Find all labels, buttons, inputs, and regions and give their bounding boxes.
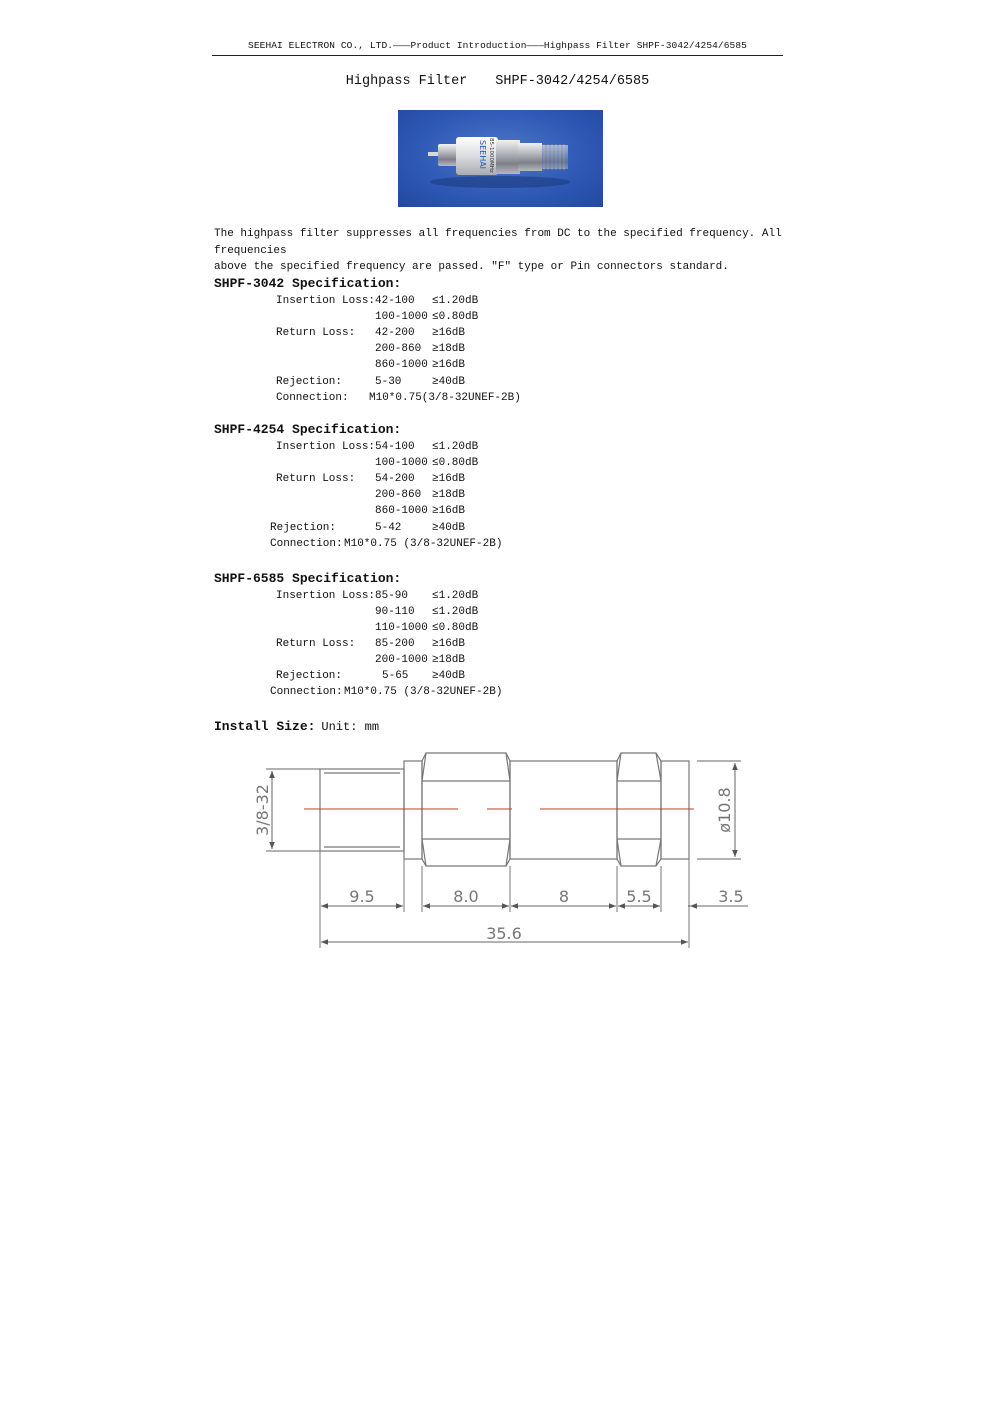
spec-4254-heading: SHPF-4254 Specification: xyxy=(214,422,402,437)
spec-range: 100-1000 xyxy=(375,311,428,323)
spec-label: Rejection: xyxy=(276,376,343,388)
diameter-dimension-label: ø10.8 xyxy=(715,787,734,833)
spec-label: Return Loss: xyxy=(276,473,356,485)
spec-range: M10*0.75 (3/8-32UNEF-2B) xyxy=(344,538,503,550)
spec-label: Insertion Loss: xyxy=(276,590,376,602)
spec-range: 110-1000 xyxy=(375,622,428,634)
spec-range: 5-30 xyxy=(375,376,402,388)
intro-line-1: The highpass filter suppresses all frequencies from DC to the specified frequency. All frequencies xyxy=(214,228,782,257)
photo-model-label: 85-1000MHz xyxy=(488,138,494,173)
segment-label: 3.5 xyxy=(718,887,744,906)
install-unit: Unit: mm xyxy=(321,720,380,734)
spec-value: ≤1.20dB xyxy=(432,606,479,618)
spec-range: M10*0.75(3/8-32UNEF-2B) xyxy=(369,392,521,404)
segment-label: 9.5 xyxy=(349,887,375,906)
spec-label: Return Loss: xyxy=(276,327,356,339)
spec-range: 5-65 xyxy=(382,670,409,682)
intro-line-2: above the specified frequency are passed. "F" type or Pin connectors standard. xyxy=(214,261,729,273)
spec-value: ≥18dB xyxy=(432,489,466,501)
spec-value: ≥16dB xyxy=(432,638,466,650)
spec-value: ≥40dB xyxy=(432,522,466,534)
spec-range: 42-200 xyxy=(375,327,415,339)
spec-value: ≥18dB xyxy=(432,343,466,355)
spec-value: ≥16dB xyxy=(432,327,466,339)
spec-3042-heading: SHPF-3042 Specification: xyxy=(214,276,402,291)
spec-range: 90-110 xyxy=(375,606,415,618)
segment-dimensions xyxy=(321,906,748,942)
segment-label: 8 xyxy=(558,887,570,906)
spec-value: ≤1.20dB xyxy=(432,590,479,602)
title-name: Highpass Filter xyxy=(345,74,468,89)
spec-value: ≤1.20dB xyxy=(432,295,479,307)
spec-label: Return Loss: xyxy=(276,638,356,650)
spec-range: 5-42 xyxy=(375,522,402,534)
spec-range: 54-100 xyxy=(375,441,415,453)
photo-brand-label: SEEHAI xyxy=(478,140,487,170)
install-label: Install Size: xyxy=(214,719,316,734)
thread-dimension-label: 3/8-32 xyxy=(253,784,272,836)
total-length-label: 35.6 xyxy=(486,924,522,943)
spec-range: 85-90 xyxy=(375,590,409,602)
spec-range: 200-1000 xyxy=(375,654,428,666)
segment-label: 5.5 xyxy=(626,887,652,906)
spec-value: ≥16dB xyxy=(432,473,466,485)
spec-value: ≥18dB xyxy=(432,654,466,666)
spec-value: ≥40dB xyxy=(432,376,466,388)
spec-range: 860-1000 xyxy=(375,505,428,517)
spec-label: Connection: xyxy=(270,686,343,698)
spec-value: ≤1.20dB xyxy=(432,441,479,453)
spec-label: Insertion Loss: xyxy=(276,441,376,453)
spec-value: ≥16dB xyxy=(432,505,466,517)
spec-value: ≤0.80dB xyxy=(432,457,479,469)
spec-range: 860-1000 xyxy=(375,359,428,371)
spec-label: Connection: xyxy=(270,538,343,550)
segment-label: 8.0 xyxy=(453,887,479,906)
spec-value: ≤0.80dB xyxy=(432,622,479,634)
spec-range: M10*0.75 (3/8-32UNEF-2B) xyxy=(344,686,503,698)
spec-6585-heading: SHPF-6585 Specification: xyxy=(214,571,402,586)
title-model: SHPF-3042/4254/6585 xyxy=(495,74,650,89)
thread-dimension xyxy=(266,769,320,851)
spec-label: Rejection: xyxy=(270,522,337,534)
spec-range: 200-860 xyxy=(375,489,422,501)
spec-label: Insertion Loss: xyxy=(276,295,376,307)
spec-range: 85-200 xyxy=(375,638,415,650)
spec-range: 42-100 xyxy=(375,295,415,307)
spec-label: Connection: xyxy=(276,392,349,404)
spec-value: ≥40dB xyxy=(432,670,466,682)
spec-label: Rejection: xyxy=(276,670,343,682)
spec-value: ≥16dB xyxy=(432,359,466,371)
page-header: SEEHAI ELECTRON CO., LTD.———Product Introduction———Highpass Filter SHPF-3042/4254/6585 xyxy=(212,40,783,56)
spec-range: 54-200 xyxy=(375,473,415,485)
spec-range: 100-1000 xyxy=(375,457,428,469)
spec-value: ≤0.80dB xyxy=(432,311,479,323)
spec-range: 200-860 xyxy=(375,343,422,355)
